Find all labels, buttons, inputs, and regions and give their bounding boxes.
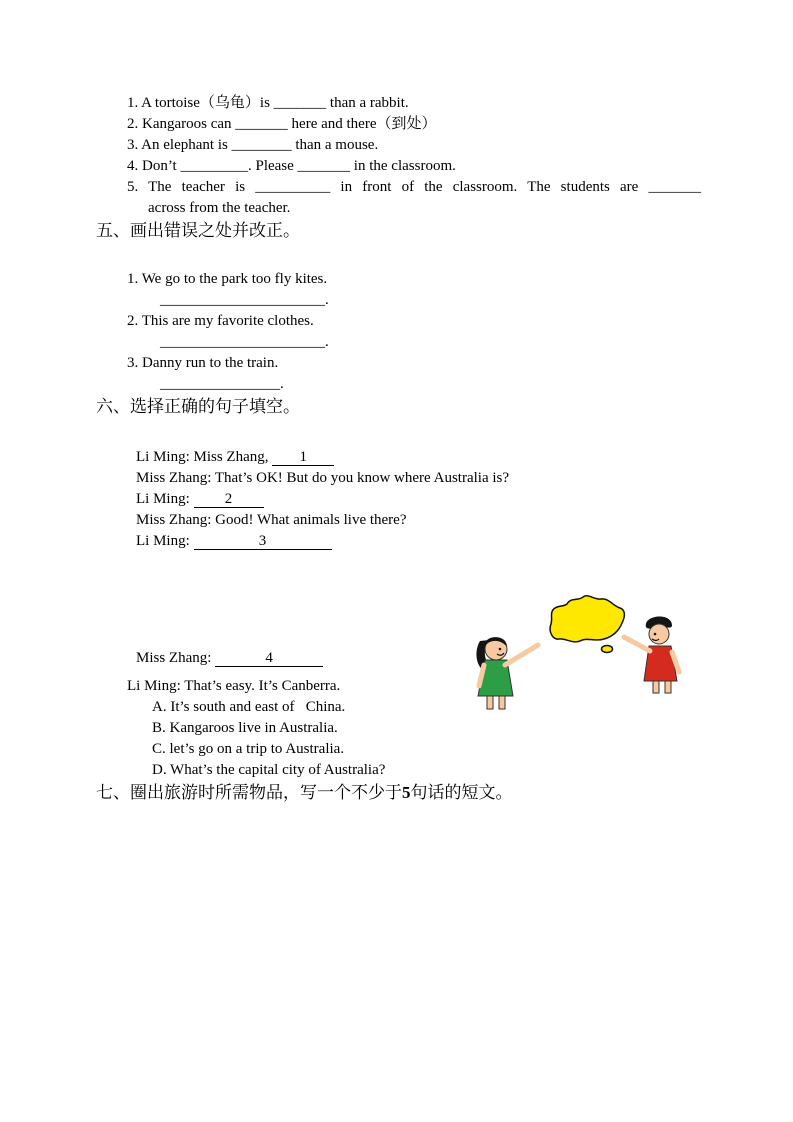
question-item: 2. Kangaroos can _______ here and there（到处）	[127, 116, 437, 132]
answer-blank-3	[194, 533, 332, 550]
blank-number: 3	[258, 533, 267, 549]
blank-number: 2	[224, 491, 233, 507]
boy-leg	[665, 681, 671, 693]
dialogue-text: Miss Zhang: Good! What animals live there?	[136, 512, 407, 528]
dialogue-line	[136, 510, 701, 531]
dialogue-text: Li Ming: Miss Zhang,	[136, 449, 273, 465]
girl-leg	[499, 696, 505, 709]
blank-number: 1	[299, 449, 308, 465]
option-line: B. Kangaroos live in Australia.	[152, 720, 338, 736]
boy-pointing-arm	[624, 637, 650, 651]
dialogue-text: Li Ming: That’s easy. It’s Canberra.	[127, 678, 341, 694]
section7-heading-number: 5	[402, 783, 411, 802]
blank-number: 4	[265, 650, 273, 666]
sentence-line: 1. We go to the park too fly kites.	[127, 271, 328, 287]
section7-heading-pre: 七、圈出旅游时所需物品，写一个不少于	[96, 783, 402, 802]
boy-head	[649, 624, 669, 644]
dialogue-block	[96, 447, 701, 552]
dialogue-line	[136, 531, 701, 552]
girl-pointing-arm	[505, 645, 538, 665]
tasmania-shape	[602, 646, 613, 653]
australia-illustration-svg	[470, 593, 685, 718]
dialogue-text: Li Ming:	[136, 533, 194, 549]
section-error-correction	[96, 269, 701, 395]
question-item: 3. An elephant is ________ than a mouse.	[127, 137, 379, 153]
answer-blank-4	[215, 650, 323, 667]
sentence-line: 2. This are my favorite clothes.	[127, 313, 314, 329]
answer-line: ______________________.	[160, 334, 329, 350]
question-item: 4. Don’t _________. Please _______ in the classroom.	[127, 158, 456, 174]
sentence-line: 3. Danny run to the train.	[127, 355, 279, 371]
boy-leg	[653, 681, 659, 693]
australia-map-shape	[550, 596, 624, 642]
section7-heading	[96, 781, 701, 804]
section5-heading: 五、画出错误之处并改正。	[96, 221, 300, 240]
girl-figure	[476, 637, 538, 709]
boy-eye	[654, 633, 657, 636]
australia-illustration	[470, 593, 685, 718]
dialogue-text: Miss Zhang:	[136, 650, 216, 666]
australia-map	[550, 596, 624, 653]
answer-blank-1	[272, 449, 334, 466]
girl-eye	[499, 648, 502, 651]
dialogue-line	[136, 489, 701, 510]
dialogue-line	[136, 447, 701, 468]
section-fill-in-blanks	[96, 93, 701, 219]
answer-line: ________________.	[160, 376, 284, 392]
dialogue-text: Miss Zhang: That’s OK! But do you know where Australia is?	[136, 470, 510, 486]
dialogue-text: Li Ming:	[136, 491, 194, 507]
section7-heading-post: 句话的短文。	[410, 783, 513, 802]
dialogue-line	[136, 468, 701, 489]
section6-heading: 六、选择正确的句子填空。	[96, 397, 300, 416]
question-item-line2: across from the teacher.	[148, 200, 291, 216]
girl-leg	[487, 696, 493, 709]
boy-figure	[624, 617, 679, 693]
answer-blank-2	[194, 491, 264, 508]
answer-line: ______________________.	[160, 292, 329, 308]
question-item: 1. A tortoise（乌龟）is _______ than a rabbit.	[127, 95, 409, 111]
option-line: C. let’s go on a trip to Australia.	[152, 741, 345, 757]
question-item-line1: 5. The teacher is __________ in front of the classroom. The students are _______	[127, 179, 701, 195]
option-line: D. What’s the capital city of Australia?	[152, 762, 386, 778]
option-line: A. It’s south and east of China.	[152, 699, 346, 715]
